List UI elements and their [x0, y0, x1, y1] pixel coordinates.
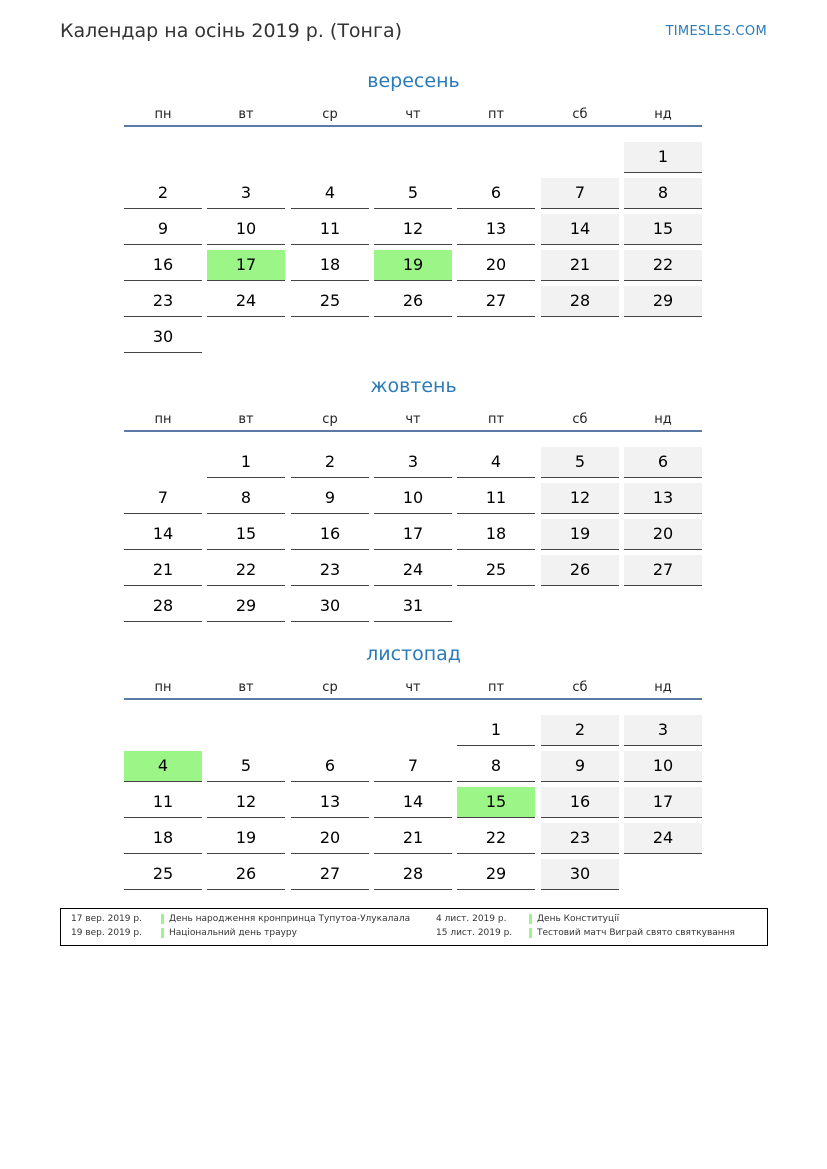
- day-cell: 29: [457, 859, 535, 890]
- day-cell: 20: [291, 823, 369, 854]
- day-cell: 10: [624, 751, 702, 782]
- day-cell: 11: [457, 483, 535, 514]
- header-divider: [124, 430, 702, 432]
- day-cell: 11: [124, 787, 202, 818]
- day-cell: 23: [541, 823, 619, 854]
- day-cell: 24: [374, 555, 452, 586]
- legend-holiday-name: День Конституції: [537, 914, 620, 924]
- legend-date: 4 лист. 2019 р.: [436, 914, 507, 924]
- weekday-label: пн: [154, 412, 172, 427]
- legend-holiday-name: Тестовий матч Виграй свято святкування: [537, 928, 735, 938]
- holiday-legend: [60, 908, 768, 946]
- legend-holiday-marker: [529, 914, 532, 924]
- day-cell: 8: [624, 178, 702, 209]
- page-title: Календар на осінь 2019 р. (Тонга): [60, 20, 403, 42]
- day-cell: 24: [624, 823, 702, 854]
- legend-holiday-marker: [161, 928, 164, 938]
- day-cell: 9: [541, 751, 619, 782]
- day-cell: 14: [124, 519, 202, 550]
- day-cell: 22: [207, 555, 285, 586]
- day-cell: 8: [457, 751, 535, 782]
- weekday-label: пт: [487, 412, 505, 427]
- day-cell: 3: [624, 715, 702, 746]
- day-cell: 23: [124, 286, 202, 317]
- day-cell: 13: [624, 483, 702, 514]
- weekday-label: пн: [154, 680, 172, 695]
- day-cell: 12: [207, 787, 285, 818]
- day-cell: 5: [207, 751, 285, 782]
- day-cell: 30: [291, 591, 369, 622]
- weekday-label: вт: [238, 412, 254, 427]
- day-cell: 16: [541, 787, 619, 818]
- day-cell: 18: [291, 250, 369, 281]
- holiday-day-cell: 4: [124, 751, 202, 782]
- day-cell: 25: [124, 859, 202, 890]
- day-cell: 10: [207, 214, 285, 245]
- weekday-label: вт: [238, 107, 254, 122]
- day-cell: 13: [291, 787, 369, 818]
- day-cell: 17: [624, 787, 702, 818]
- day-cell: 29: [207, 591, 285, 622]
- weekday-header: [124, 107, 702, 127]
- day-cell: 15: [207, 519, 285, 550]
- header-divider: [124, 698, 702, 700]
- day-cell: 13: [457, 214, 535, 245]
- weekday-label: нд: [654, 680, 672, 695]
- day-cell: 16: [291, 519, 369, 550]
- day-cell: 25: [457, 555, 535, 586]
- weekday-label: сб: [572, 107, 588, 122]
- day-cell: 21: [374, 823, 452, 854]
- day-cell: 8: [207, 483, 285, 514]
- day-cell: 2: [291, 447, 369, 478]
- day-cell: 22: [624, 250, 702, 281]
- holiday-day-cell: 15: [457, 787, 535, 818]
- legend-holiday-name: День народження кронпринца Тупутоа-Улукалала: [169, 914, 411, 924]
- weekday-label: пн: [154, 107, 172, 122]
- day-cell: 3: [374, 447, 452, 478]
- month-name: жовтень: [370, 375, 457, 397]
- weekday-label: ср: [322, 412, 338, 427]
- holiday-day-cell: 17: [207, 250, 285, 281]
- day-cell: 6: [457, 178, 535, 209]
- day-cell: 14: [374, 787, 452, 818]
- weekday-label: чт: [405, 680, 421, 695]
- day-cell: 23: [291, 555, 369, 586]
- month-name: листопад: [366, 643, 461, 665]
- legend-date: 19 вер. 2019 р.: [71, 928, 142, 938]
- legend-holiday-name: Національний день трауру: [169, 928, 297, 938]
- day-cell: 20: [624, 519, 702, 550]
- month-name: вересень: [367, 70, 460, 92]
- day-cell: 19: [541, 519, 619, 550]
- day-cell: 20: [457, 250, 535, 281]
- day-cell: 27: [624, 555, 702, 586]
- weekday-label: пт: [487, 680, 505, 695]
- day-cell: 1: [457, 715, 535, 746]
- day-cell: 7: [124, 483, 202, 514]
- day-cell: 15: [624, 214, 702, 245]
- day-cell: 27: [457, 286, 535, 317]
- day-cell: 5: [541, 447, 619, 478]
- day-cell: 28: [374, 859, 452, 890]
- day-cell: 26: [207, 859, 285, 890]
- weekday-label: пт: [487, 107, 505, 122]
- day-cell: 30: [541, 859, 619, 890]
- weekday-label: сб: [572, 680, 588, 695]
- header-divider: [124, 125, 702, 127]
- day-cell: 17: [374, 519, 452, 550]
- weekday-header: [124, 412, 702, 432]
- day-cell: 10: [374, 483, 452, 514]
- day-cell: 16: [124, 250, 202, 281]
- day-cell: 18: [124, 823, 202, 854]
- day-cell: 29: [624, 286, 702, 317]
- weekday-label: чт: [405, 107, 421, 122]
- day-cell: 9: [291, 483, 369, 514]
- day-cell: 5: [374, 178, 452, 209]
- day-cell: 21: [541, 250, 619, 281]
- day-cell: 22: [457, 823, 535, 854]
- day-cell: 28: [124, 591, 202, 622]
- weekday-label: ср: [322, 680, 338, 695]
- legend-date: 17 вер. 2019 р.: [71, 914, 142, 924]
- day-cell: 26: [541, 555, 619, 586]
- day-cell: 24: [207, 286, 285, 317]
- day-cell: 6: [624, 447, 702, 478]
- brand-link[interactable]: TIMESLES.COM: [665, 24, 767, 39]
- day-cell: 19: [207, 823, 285, 854]
- legend-date: 15 лист. 2019 р.: [436, 928, 513, 938]
- day-cell: 14: [541, 214, 619, 245]
- day-cell: 26: [374, 286, 452, 317]
- day-cell: 31: [374, 591, 452, 622]
- day-cell: 6: [291, 751, 369, 782]
- day-cell: 1: [207, 447, 285, 478]
- holiday-day-cell: 19: [374, 250, 452, 281]
- day-cell: 12: [374, 214, 452, 245]
- day-cell: 2: [541, 715, 619, 746]
- weekday-label: сб: [572, 412, 588, 427]
- day-cell: 4: [291, 178, 369, 209]
- day-cell: 25: [291, 286, 369, 317]
- weekday-header: [124, 680, 702, 700]
- weekday-label: нд: [654, 412, 672, 427]
- day-cell: 1: [624, 142, 702, 173]
- weekday-label: чт: [405, 412, 421, 427]
- day-cell: 7: [374, 751, 452, 782]
- day-cell: 18: [457, 519, 535, 550]
- day-cell: 4: [457, 447, 535, 478]
- day-cell: 11: [291, 214, 369, 245]
- weekday-label: нд: [654, 107, 672, 122]
- legend-holiday-marker: [529, 928, 532, 938]
- day-cell: 2: [124, 178, 202, 209]
- day-cell: 21: [124, 555, 202, 586]
- day-cell: 30: [124, 322, 202, 353]
- day-cell: 28: [541, 286, 619, 317]
- weekday-label: вт: [238, 680, 254, 695]
- legend-holiday-marker: [161, 914, 164, 924]
- day-cell: 9: [124, 214, 202, 245]
- weekday-label: ср: [322, 107, 338, 122]
- day-cell: 27: [291, 859, 369, 890]
- day-cell: 7: [541, 178, 619, 209]
- day-cell: 3: [207, 178, 285, 209]
- day-cell: 12: [541, 483, 619, 514]
